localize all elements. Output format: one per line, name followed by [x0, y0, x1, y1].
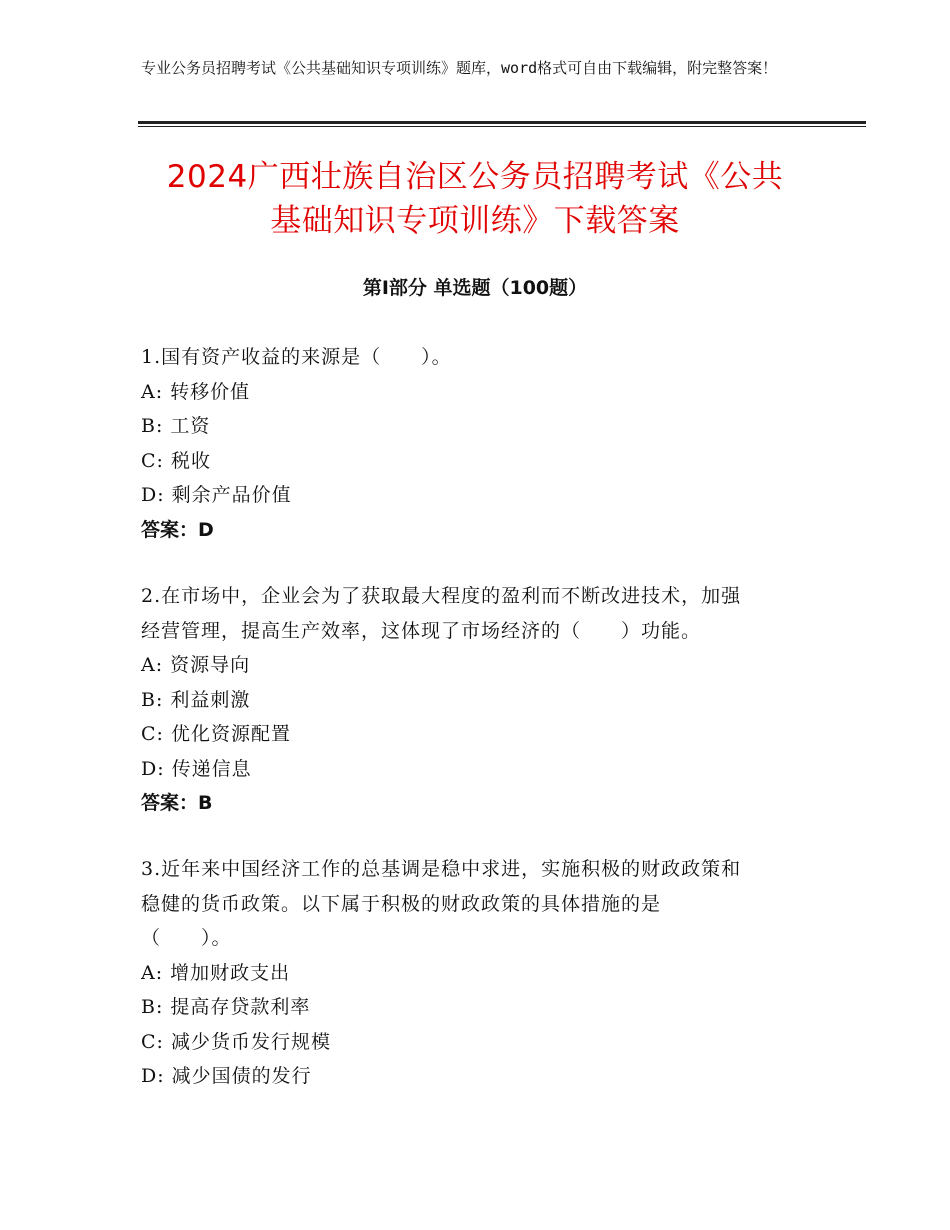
header-note: 专业公务员招聘考试《公共基础知识专项训练》题库，word格式可自由下载编辑，附完整答案！: [141, 59, 778, 77]
option-b: B: 提高存贷款利率: [141, 996, 311, 1018]
answer: 答案：D: [141, 518, 214, 541]
option-b: B: 工资: [141, 415, 211, 437]
question-stem-line-3: （ ）。: [141, 927, 232, 949]
section-title: 第Ⅰ部分 单选题（100题）: [362, 277, 588, 299]
question-1: [141, 340, 801, 547]
question-stem-line-2: 稳健的货币政策。以下属于积极的财政政策的具体措施的是: [141, 892, 662, 915]
question-stem: 1.国有资产收益的来源是（ ）。: [141, 346, 452, 368]
document-title-line-1: 2024广西壮族自治区公务员招聘考试《公共: [166, 159, 784, 195]
option-c: C: 优化资源配置: [141, 723, 291, 745]
document-title: [100, 155, 850, 243]
header-divider-thick: [138, 121, 866, 124]
question-2: [141, 579, 801, 821]
option-d: D: 减少国债的发行: [141, 1065, 312, 1087]
option-a: A: 资源导向: [141, 654, 251, 676]
option-d: D: 剩余产品价值: [141, 484, 292, 506]
document-title-line-2: 基础知识专项训练》下载答案: [270, 203, 680, 239]
option-b: B: 利益刺激: [141, 688, 251, 711]
option-a: A: 转移价值: [141, 380, 251, 403]
option-d: D: 传递信息: [141, 757, 252, 780]
question-stem-line-1: 2.在市场中，企业会为了获取最大程度的盈利而不断改进技术，加强: [141, 585, 742, 607]
question-stem-line-2: 经营管理，提高生产效率，这体现了市场经济的（ ）功能。: [141, 619, 702, 642]
question-3: [141, 852, 801, 1094]
option-a: A: 增加财政支出: [141, 961, 291, 984]
option-c: C: 税收: [141, 449, 211, 472]
header-divider-thin: [138, 126, 866, 127]
question-stem-line-1: 3.近年来中国经济工作的总基调是稳中求进，实施积极的财政政策和: [141, 858, 742, 880]
option-c: C: 减少货币发行规模: [141, 1030, 331, 1053]
answer: 答案：B: [141, 792, 213, 814]
